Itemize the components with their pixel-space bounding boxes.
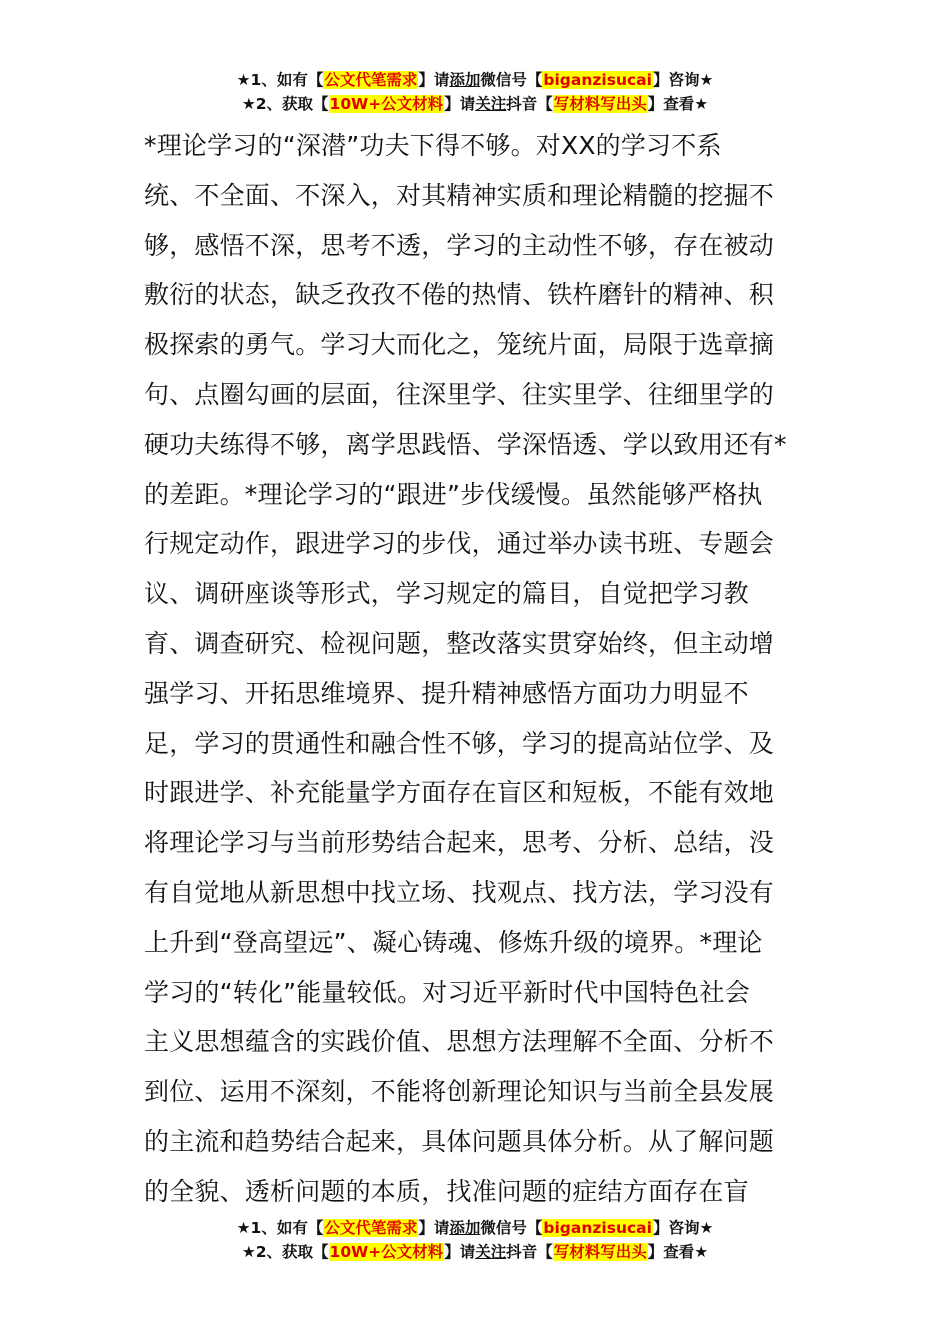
banner-line-1 xyxy=(0,68,950,92)
header-banner xyxy=(0,68,950,116)
body-line: 学习的“转化”能量较低。对习近平新时代中国特色社会 xyxy=(144,977,750,1007)
banner-text: ★2、获取【 xyxy=(241,1243,329,1261)
body-line: 的差距。*理论学习的“跟进”步伐缓慢。虽然能够严格执 xyxy=(144,479,763,509)
banner-underline: 添加 xyxy=(449,1219,481,1237)
banner-text: 抖音【 xyxy=(506,1243,553,1261)
banner-highlight: biganzisucai xyxy=(543,71,652,89)
banner-highlight: 公文代笔需求 xyxy=(324,1219,418,1237)
footer-banner xyxy=(0,1216,950,1264)
banner-highlight: biganzisucai xyxy=(543,1219,652,1237)
banner-text: 】查看★ xyxy=(647,95,709,113)
body-line: *理论学习的“深潜”功夫下得不够。对XX的学习不系 xyxy=(144,131,722,160)
banner-line-2 xyxy=(0,1240,950,1264)
banner-underline: 关注 xyxy=(475,1243,507,1261)
banner-text: 】咨询★ xyxy=(652,71,714,89)
banner-underline: 关注 xyxy=(475,95,507,113)
body-line: 足，学习的贯通性和融合性不够，学习的提高站位学、及 xyxy=(144,728,775,758)
banner-highlight: 10W+公文材料 xyxy=(329,95,444,113)
banner-text: 】咨询★ xyxy=(652,1219,714,1237)
banner-text: 】请 xyxy=(444,1243,476,1261)
body-line: 强学习、开拓思维境界、提升精神感悟方面功力明显不 xyxy=(144,678,749,708)
document-body xyxy=(144,121,814,1217)
body-line: 统、不全面、不深入，对其精神实质和理论精髓的挖掘不 xyxy=(144,180,775,210)
body-line: 议、调研座谈等形式，学习规定的篇目，自觉把学习教 xyxy=(144,579,749,609)
banner-text: 】请 xyxy=(418,1219,450,1237)
banner-highlight: 写材料写出头 xyxy=(553,1243,647,1261)
body-line: 有自觉地从新思想中找立场、找观点、找方法，学习没有 xyxy=(144,877,775,907)
body-line: 到位、运用不深刻，不能将创新理论知识与当前全县发展 xyxy=(144,1077,775,1107)
banner-text: 抖音【 xyxy=(506,95,553,113)
body-line: 行规定动作，跟进学习的步伐，通过举办读书班、专题会 xyxy=(144,529,775,559)
banner-line-2 xyxy=(0,92,950,116)
body-line: 敷衍的状态，缺乏孜孜不倦的热情、铁杵磨针的精神、积 xyxy=(144,280,775,310)
banner-text: ★1、如有【 xyxy=(236,71,324,89)
banner-text: ★1、如有【 xyxy=(236,1219,324,1237)
body-line: 主义思想蕴含的实践价值、思想方法理解不全面、分析不 xyxy=(144,1027,775,1057)
body-line: 硬功夫练得不够，离学思践悟、学深悟透、学以致用还有* xyxy=(144,429,787,459)
banner-text: 】请 xyxy=(444,95,476,113)
body-line: 的主流和趋势结合起来，具体问题具体分析。从了解问题 xyxy=(144,1126,775,1156)
banner-text: 】查看★ xyxy=(647,1243,709,1261)
banner-text: ★2、获取【 xyxy=(241,95,329,113)
banner-highlight: 10W+公文材料 xyxy=(329,1243,444,1261)
banner-text: 微信号【 xyxy=(480,71,543,89)
banner-text: 微信号【 xyxy=(480,1219,543,1237)
banner-highlight: 公文代笔需求 xyxy=(324,71,418,89)
body-line: 育、调查研究、检视问题，整改落实贯穿始终，但主动增 xyxy=(144,628,775,658)
banner-underline: 添加 xyxy=(449,71,481,89)
body-line: 句、点圈勾画的层面，往深里学、往实里学、往细里学的 xyxy=(144,379,775,409)
body-line: 将理论学习与当前形势结合起来，思考、分析、总结，没 xyxy=(144,828,775,858)
body-line: 时跟进学、补充能量学方面存在盲区和短板，不能有效地 xyxy=(144,778,775,808)
banner-text: 】请 xyxy=(418,71,450,89)
banner-highlight: 写材料写出头 xyxy=(553,95,647,113)
body-line: 上升到“登高望远”、凝心铸魂、修炼升级的境界。*理论 xyxy=(144,927,763,957)
banner-line-1 xyxy=(0,1216,950,1240)
body-line: 够，感悟不深，思考不透，学习的主动性不够，存在被动 xyxy=(144,230,775,260)
body-line: 极探索的勇气。学习大而化之，笼统片面，局限于选章摘 xyxy=(144,330,775,360)
body-line: 的全貌、透析问题的本质，找准问题的症结方面存在盲 xyxy=(144,1176,749,1206)
